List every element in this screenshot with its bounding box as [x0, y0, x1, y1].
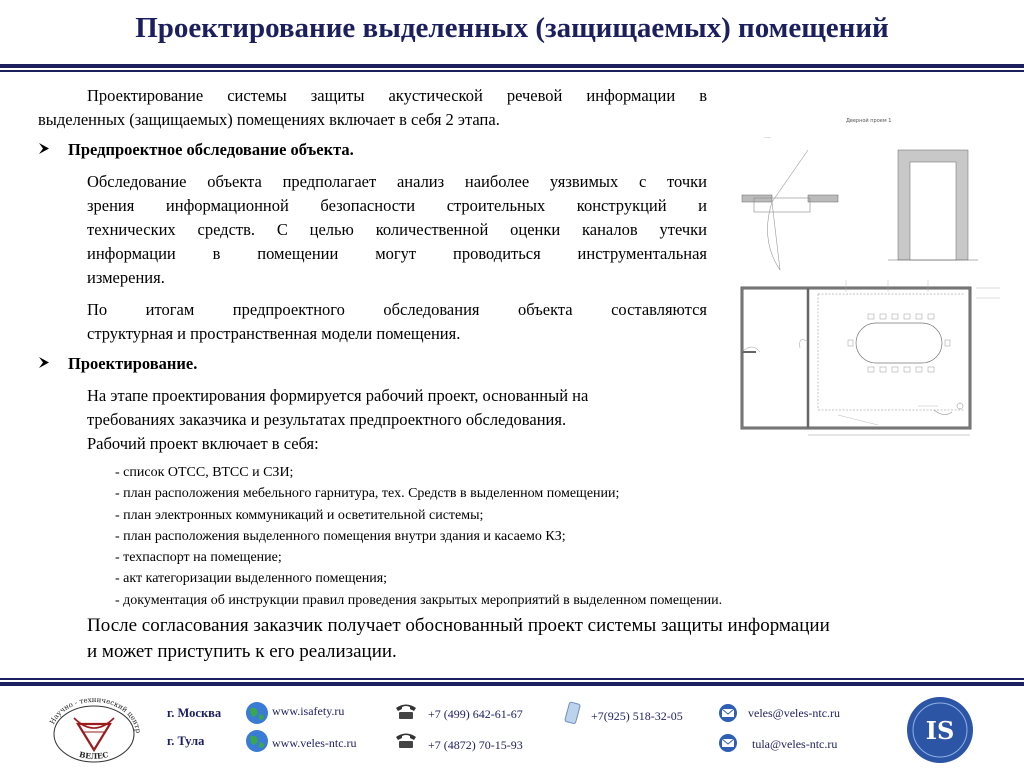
globe-icon [245, 701, 269, 725]
intro-line: Проектирование системы защиты акустической речевой информации в [87, 86, 707, 105]
bullet-design [38, 354, 197, 374]
city-moscow: г. Москва [167, 706, 222, 720]
design-paragraph [87, 384, 707, 456]
bottom-rule-thick [0, 682, 1024, 686]
design-line: На этапе проектирования формируется рабочий проект, основанный на [87, 386, 589, 405]
mobile-icon [564, 701, 582, 725]
top-rule-thin [0, 70, 1024, 72]
bullet-survey-label: Предпроектное обследование объекта. [68, 140, 354, 159]
globe-icon [245, 729, 269, 753]
list-item: - план расположения выделенного помещения внутри здания и касаемо КЗ; [115, 528, 566, 544]
floor-plan-drawing [738, 110, 1008, 445]
phone-icon [394, 731, 418, 749]
email-moscow[interactable]: veles@veles-ntc.ru [748, 706, 841, 720]
phone-moscow: +7 (499) 642-61-67 [428, 707, 523, 721]
email-tula[interactable]: tula@veles-ntc.ru [752, 737, 838, 751]
mail-icon [718, 704, 738, 722]
closing-paragraph [87, 613, 830, 665]
result-line: структурная и пространственная модели помещения. [87, 324, 461, 343]
bullet-arrow-icon [38, 140, 68, 160]
mobile-phone: +7(925) 518-32-05 [591, 709, 683, 723]
design-line: требованиях заказчика и результатах предпроектного обследования. [87, 410, 567, 429]
is-logo [905, 695, 975, 765]
bullet-survey [38, 140, 354, 160]
list-item: - план электронных коммуникаций и осветительной системы; [115, 507, 484, 523]
bullet-arrow-icon [38, 354, 68, 374]
mail-icon [718, 734, 738, 752]
plan-label: Дверной проем 1 [846, 118, 892, 124]
bullet-design-label: Проектирование. [68, 354, 198, 373]
design-line: Рабочий проект включает в себя: [87, 434, 319, 453]
intro-paragraph [38, 84, 707, 132]
website-link[interactable]: www.isafety.ru [272, 704, 345, 718]
svg-text:ВЕЛЕС: ВЕЛЕС [78, 749, 110, 761]
survey-line: информации в помещении могут проводиться инструментальная [87, 244, 707, 263]
closing-line: После согласования заказчик получает обоснованный проект системы защиты информации [87, 615, 830, 636]
website-link[interactable]: www.veles-ntc.ru [272, 736, 357, 750]
veles-logo [38, 694, 150, 766]
phone-tula: +7 (4872) 70-15-93 [428, 738, 523, 752]
city-tula: г. Тула [167, 734, 205, 748]
svg-text:——: —— [764, 135, 771, 139]
svg-text:IS: IS [925, 716, 955, 745]
result-paragraph [87, 298, 707, 346]
survey-line: измерения. [87, 268, 165, 287]
list-item: - план расположения мебельного гарнитура, тех. Средств в выделенном помещении; [115, 486, 620, 502]
closing-line: и может приступить к его реализации. [87, 641, 397, 662]
list-item: - акт категоризации выделенного помещения; [115, 571, 388, 587]
result-line: По итогам предпроектного обследования объекта составляются [87, 300, 707, 319]
survey-paragraph [87, 170, 707, 290]
phone-icon [394, 702, 418, 720]
intro-line: выделенных (защищаемых) помещениях включает в себя 2 этапа. [38, 110, 500, 129]
survey-line: Обследование объекта предполагает анализ наиболее уязвимых с точки [87, 172, 707, 191]
svg-text:Научно - технический центр: Научно - технический центр [48, 695, 143, 734]
survey-line: технических средств. С целью количественной оценки каналов утечки [87, 220, 707, 239]
list-item: - список ОТСС, ВТСС и СЗИ; [115, 465, 294, 480]
list-item: - техпаспорт на помещение; [115, 550, 282, 566]
top-rule-thick [0, 64, 1024, 68]
project-items-list [115, 462, 722, 611]
bottom-rule-thin [0, 678, 1024, 680]
page-title: Проектирование выделенных (защищаемых) помещений [135, 12, 889, 44]
survey-line: зрения информационной безопасности строительных конструкций и [87, 196, 707, 215]
list-item: - документация об инструкции правил проведения закрытых мероприятий в выделенном помещении. [115, 592, 723, 608]
